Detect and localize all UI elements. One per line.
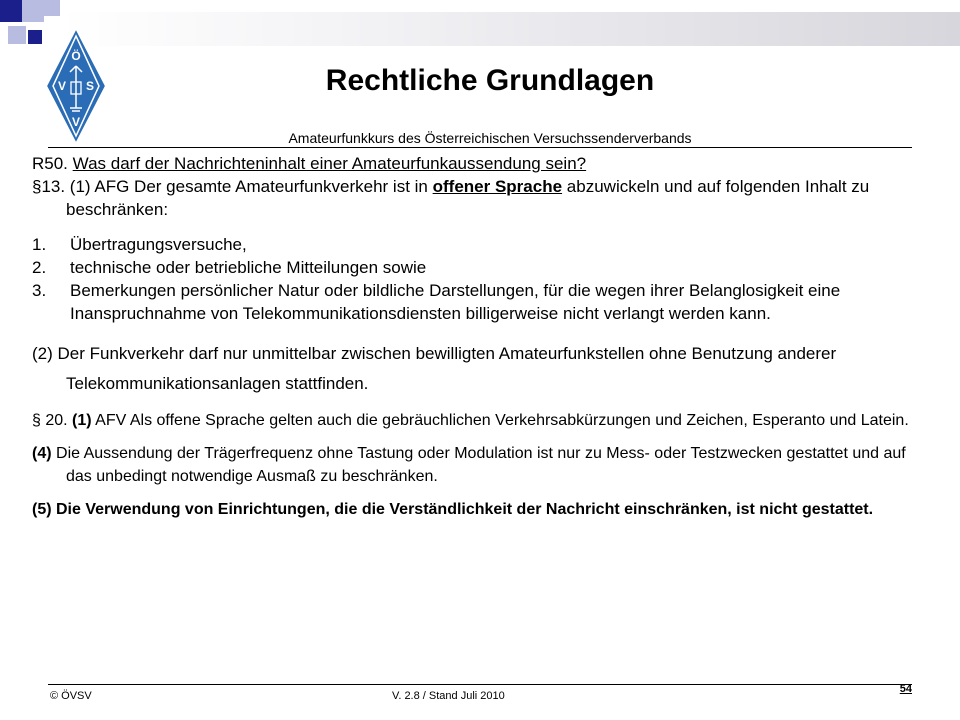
footer-copyright: © ÖVSV: [50, 690, 92, 702]
section-20: [32, 409, 922, 432]
svg-text:V: V: [71, 115, 81, 129]
list-text: technische oder betriebliche Mitteilungen sowie: [70, 258, 427, 277]
list-item: [32, 279, 922, 325]
deco-square: [22, 0, 44, 22]
list-item: [32, 256, 922, 279]
section-13-part1: §13. (1) AFG Der gesamte Amateurfunkverkehr ist in: [32, 177, 428, 196]
svg-text:Ö: Ö: [71, 49, 81, 63]
paragraph-4-bold: (4): [32, 445, 52, 462]
footer-version: V. 2.8 / Stand Juli 2010: [392, 690, 505, 702]
page-subtitle: Amateurfunkkurs des Österreichischen Versuchssenderverbands: [288, 130, 692, 146]
section-20-bold: (1): [72, 412, 92, 429]
deco-square: [0, 0, 22, 22]
page-title: Rechtliche Grundlagen: [325, 64, 655, 97]
list-text: Übertragungsversuche,: [70, 235, 247, 254]
question-text: Was darf der Nachrichteninhalt einer Amateurfunkaussendung sein?: [72, 154, 587, 173]
section-20-text: AFV Als offene Sprache gelten auch die gebräuchlichen Verkehrsabkürzungen und Zeichen, Esperanto und Latein.: [95, 412, 909, 429]
deco-square: [28, 30, 42, 44]
deco-square: [44, 0, 60, 16]
paragraph-4-text: Die Aussendung der Trägerfrequenz ohne Tastung oder Modulation ist nur zu Mess- oder Testzwecken gestattet und auf das unbedingt notwendige Ausmaß zu beschränken.: [56, 445, 906, 485]
paragraph-4: [32, 442, 922, 488]
section-13-underlined: offener Sprache: [432, 177, 563, 196]
list-number: 2.: [32, 258, 47, 277]
list-text: Bemerkungen persönlicher Natur oder bildliche Darstellungen, für die wegen ihrer Belanglosigkeit eine Inanspruchnahme von Telekommunikationsdiensten billigerweise nicht verlangt werden kann.: [70, 281, 841, 323]
slide-content: [32, 152, 922, 521]
list-number: 3.: [32, 281, 47, 300]
oevsv-logo: [44, 26, 108, 146]
question-id: R50.: [32, 154, 68, 173]
paragraph-2: (2) Der Funkverkehr darf nur unmittelbar zwischen bewilligten Amateurfunkstellen ohne Benutzung anderer Telekommunikationsanlagen stattfinden.: [32, 344, 837, 393]
content-list: [32, 233, 922, 325]
list-item: [32, 233, 922, 256]
header-band: [60, 12, 960, 46]
paragraph-5: (5) Die Verwendung von Einrichtungen, die die Verständlichkeit der Nachricht einschränken, ist nicht gestattet.: [32, 501, 874, 518]
section-20-prefix: § 20.: [32, 412, 68, 429]
header-divider: [48, 147, 912, 148]
section-13: [32, 175, 922, 221]
section-13-part2: abzuwickeln und auf folgenden Inhalt zu beschränken:: [66, 177, 870, 219]
svg-text:V: V: [57, 79, 67, 93]
page-number: 54: [899, 683, 912, 695]
question: [32, 152, 922, 175]
list-number: 1.: [32, 235, 47, 254]
deco-square: [8, 26, 26, 44]
svg-text:S: S: [85, 79, 95, 93]
footer-divider: [48, 684, 912, 685]
